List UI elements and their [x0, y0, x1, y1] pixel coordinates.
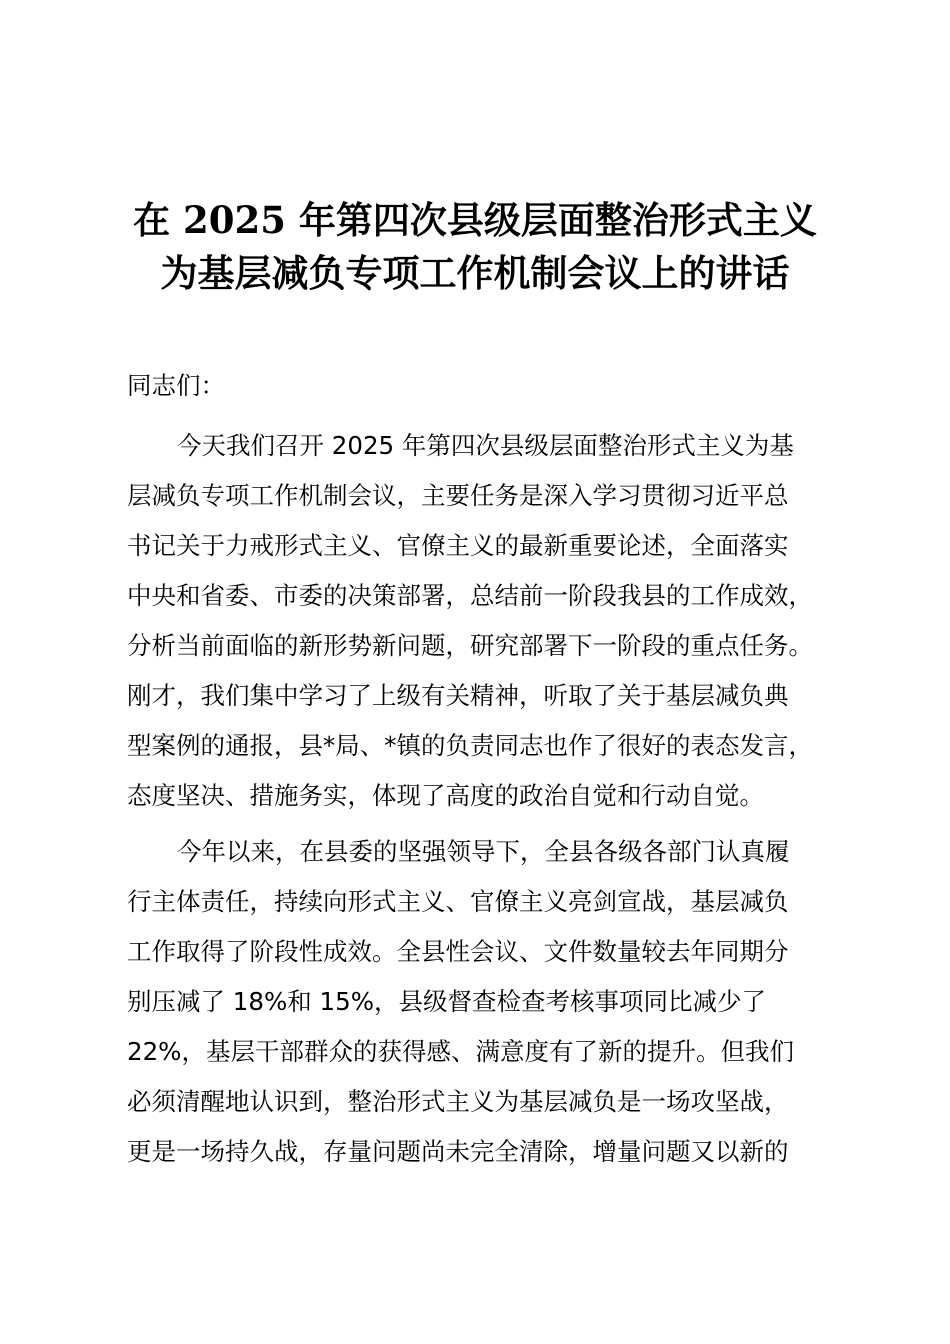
document-title-line-1: 在 2025 年第四次县级层面整治形式主义 — [133, 198, 817, 242]
salutation: 同志们： — [127, 371, 225, 400]
paragraph-line: 刚才，我们集中学习了上级有关精神，听取了关于基层减负典 — [127, 681, 789, 710]
paragraph-line: 必须清醒地认识到，整治形式主义为基层减负是一场攻坚战， — [127, 1087, 789, 1116]
document-title-line-2: 为基层减负专项工作机制会议上的讲话 — [160, 251, 790, 295]
paragraph-line: 行主体责任，持续向形式主义、官僚主义亮剑宣战，基层减负 — [127, 887, 789, 916]
paragraph-line: 今天我们召开 2025 年第四次县级层面整治形式主义为基 — [177, 431, 794, 460]
paragraph-line: 22%，基层干部群众的获得感、满意度有了新的提升。但我们 — [127, 1037, 794, 1066]
paragraph-line: 型案例的通报，县*局、*镇的负责同志也作了很好的表态发言， — [127, 731, 813, 760]
paragraph-line: 书记关于力戒形式主义、官僚主义的最新重要论述，全面落实 — [127, 531, 789, 560]
paragraph-line: 别压减了 18%和 15%，县级督查检查考核事项同比减少了 — [127, 987, 766, 1016]
paragraph-line: 今年以来，在县委的坚强领导下，全县各级各部门认真履 — [177, 837, 790, 866]
paragraph-line: 层减负专项工作机制会议，主要任务是深入学习贯彻习近平总 — [127, 481, 789, 510]
paragraph-line: 分析当前面临的新形势新问题，研究部署下一阶段的重点任务。 — [127, 631, 813, 660]
paragraph-line: 态度坚决、措施务实，体现了高度的政治自觉和行动自觉。 — [127, 781, 764, 810]
paragraph-line: 中央和省委、市委的决策部署，总结前一阶段我县的工作成效， — [127, 581, 813, 610]
paragraph-line: 工作取得了阶段性成效。全县性会议、文件数量较去年同期分 — [127, 937, 789, 966]
paragraph-line: 更是一场持久战，存量问题尚未完全清除，增量问题又以新的 — [127, 1137, 789, 1166]
